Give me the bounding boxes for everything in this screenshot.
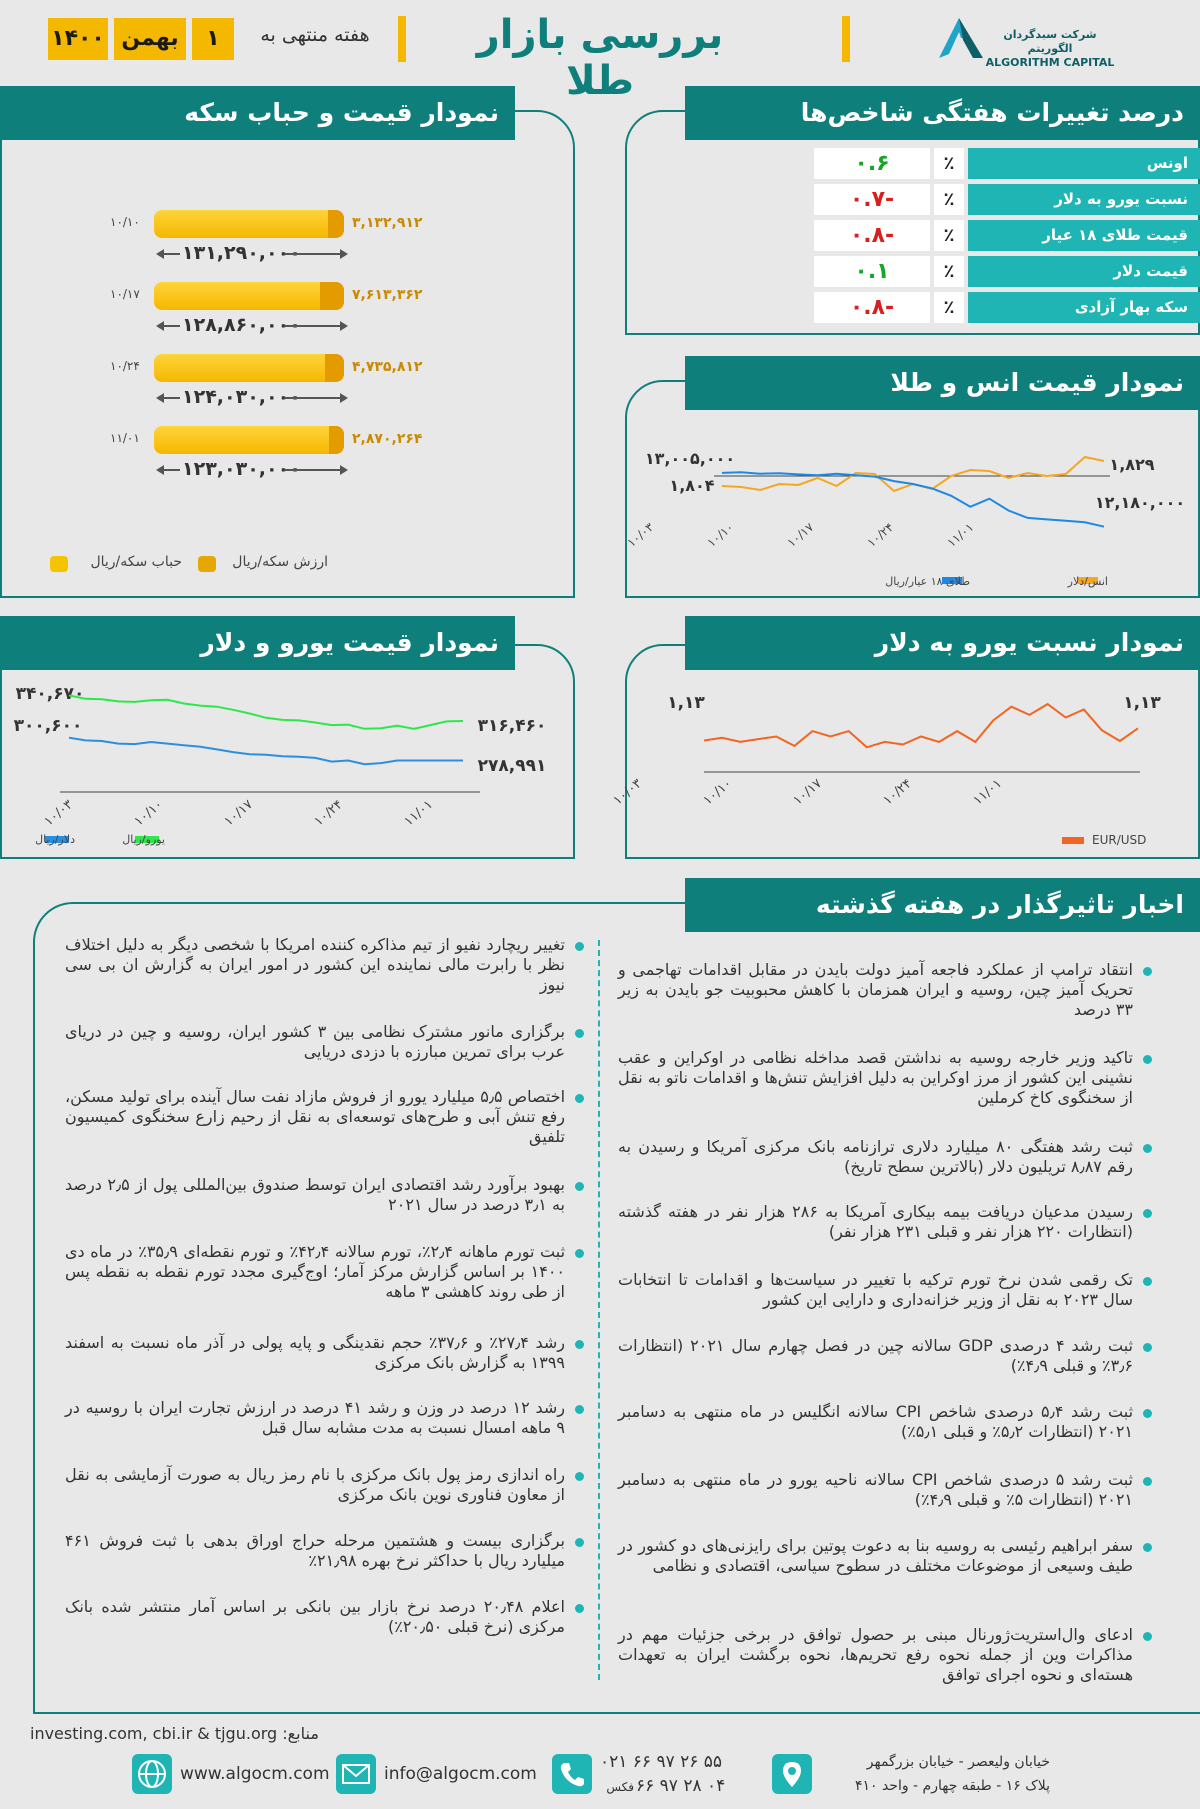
bullet-icon xyxy=(575,1472,584,1481)
x-tick-label: ۱۰/۲۴ xyxy=(864,519,897,550)
eurusd-title: نمودار نسبت یورو به دلار xyxy=(685,616,1200,670)
index-row xyxy=(800,220,1200,251)
website-icon xyxy=(132,1754,172,1794)
index-name: اونس xyxy=(968,148,1200,179)
email-icon xyxy=(336,1754,376,1794)
phone-number: ۰۲۱ ۶۶ ۹۷ ۲۶ ۵۵ xyxy=(600,1752,723,1772)
label-ounce-start: ۱,۸۰۴ xyxy=(669,476,715,495)
coin-bubble-value: ۲,۸۷۰,۲۶۴ xyxy=(352,431,423,447)
arrow-right-icon xyxy=(284,318,348,332)
date-month: بهمن xyxy=(114,18,186,60)
arrow-left-icon xyxy=(156,246,180,260)
x-tick-label: ۱۰/۰۳ xyxy=(624,519,657,550)
news-item: تک رقمی شدن نرخ تورم ترکیه با تغییر در سیاست‌ها و اقدامات تا انتخابات سال ۲۰۲۳ به نقل از وزیر خزانه‌داری و دارایی این کشور xyxy=(618,1270,1133,1309)
percent-sign: ٪ xyxy=(934,148,964,179)
coin-price: ۱۳۱,۲۹۰,۰۰۰ xyxy=(182,242,301,264)
coin-bubble-value: ۷,۶۱۳,۳۶۲ xyxy=(352,287,423,303)
percent-sign: ٪ xyxy=(934,256,964,287)
label-dollar-start: ۳۰۰,۶۰۰ xyxy=(13,716,83,736)
legend-bubble-label: حباب سکه/ریال xyxy=(90,554,182,570)
eurusd-chart xyxy=(610,680,1190,855)
index-value: -۰.۷ xyxy=(814,184,930,215)
euro-line xyxy=(69,695,463,728)
coin-date: ۱۰/۲۴ xyxy=(110,359,140,373)
fax-label: فکس xyxy=(606,1780,634,1794)
percent-sign: ٪ xyxy=(934,184,964,215)
index-name: قیمت دلار xyxy=(968,256,1200,287)
index-value: -۰.۸ xyxy=(814,220,930,251)
arrow-right-icon xyxy=(284,462,348,476)
news-title: اخبار تاثیرگذار در هفته گذشته xyxy=(685,878,1200,932)
label-euro-end: ۳۱۶,۴۶۰ xyxy=(477,716,547,736)
percent-sign: ٪ xyxy=(934,220,964,251)
coin-bubble-bar xyxy=(328,210,344,238)
bullet-icon xyxy=(1143,1343,1152,1352)
x-tick-label: ۱۰/۱۷ xyxy=(790,776,825,809)
bullet-icon xyxy=(575,1249,584,1258)
phone-icon xyxy=(552,1754,592,1794)
company-logo-icon xyxy=(935,14,987,60)
news-item: بهبود برآورد رشد اقتصادی ایران توسط صندوق بین‌المللی پول از ۲٫۵ درصد به ۳٫۱ درصد در سال ۲۰۲۱ xyxy=(65,1175,565,1214)
index-name: نسبت یورو به دلار xyxy=(968,184,1200,215)
x-tick-label: ۱۰/۱۰ xyxy=(131,797,166,830)
page-title: بررسی بازار طلا xyxy=(476,12,724,104)
eurusd-line xyxy=(704,704,1138,747)
bullet-icon xyxy=(575,1182,584,1191)
coin-bubble-value: ۳,۱۳۲,۹۱۲ xyxy=(352,215,423,231)
title-divider-left xyxy=(398,16,406,62)
location-icon xyxy=(772,1754,812,1794)
bullet-icon xyxy=(575,1340,584,1349)
fax-number: ۶۶ ۹۷ ۲۸ ۰۴ xyxy=(636,1776,726,1796)
week-label: هفته منتهی به xyxy=(260,24,370,46)
bullet-icon xyxy=(575,1604,584,1613)
bullet-icon xyxy=(1143,1144,1152,1153)
ounce-title: نمودار قیمت انس و طلا xyxy=(685,356,1200,410)
legend-value-label: ارزش سکه/ریال xyxy=(232,554,328,570)
coin-bubble-bar xyxy=(329,426,344,454)
x-tick-label: ۱۱/۰۱ xyxy=(970,776,1005,809)
label-ounce-end: ۱,۸۲۹ xyxy=(1109,455,1155,474)
x-tick-label: ۱۰/۲۴ xyxy=(311,797,346,830)
arrow-left-icon xyxy=(156,462,180,476)
news-item: اعلام ۲۰٫۴۸ درصد نرخ بازار بین بانکی بر اساس آمار منتشر شده بانک مرکزی (نرخ قبلی ۲۰٫۵۰٪) xyxy=(65,1597,566,1636)
news-item: ثبت رشد ۵ درصدی شاخص CPI سالانه ناحیه یورو در ماه منتهی به دسامبر ۲۰۲۱ (انتظارات ۵٪ و قبلی ۴٫۹٪) xyxy=(618,1470,1134,1509)
coin-date: ۱۱/۰۱ xyxy=(110,431,140,445)
date-day: ۱ xyxy=(192,18,234,60)
company-name-fa: شرکت سبدگردان الگوریتم xyxy=(1003,28,1097,55)
label-eurusd-end: ۱,۱۳ xyxy=(1123,693,1161,713)
x-tick-label: ۱۰/۱۰ xyxy=(704,519,737,550)
header xyxy=(0,0,1200,104)
label-gold-end: ۱۲,۱۸۰,۰۰۰ xyxy=(1094,493,1186,512)
gold-line xyxy=(722,472,1104,527)
arrow-left-icon xyxy=(156,390,180,404)
news-item: اختصاص ۵٫۵ میلیارد یورو از فروش مازاد نفت سال آینده برای تولید مسکن، رفع تنش آبی و طرح‌های توسعه‌ای به نقل از رحیم زارع سخنگوی کمیسیون تلفیق xyxy=(65,1087,566,1146)
bullet-icon xyxy=(1143,967,1152,976)
news-item: ثبت رشد ۴ درصدی GDP سالانه چین در فصل چهارم سال ۲۰۲۱ (انتظارات ۳٫۶٪ و قبلی ۴٫۹٪) xyxy=(618,1336,1133,1375)
x-tick-label: ۱۱/۰۱ xyxy=(401,797,436,830)
bullet-icon xyxy=(1143,1409,1152,1418)
index-name: سکه بهار آزادی xyxy=(968,292,1200,323)
coin-price: ۱۲۸,۸۶۰,۰۰۰ xyxy=(182,314,301,336)
coin-date: ۱۰/۱۷ xyxy=(110,287,140,301)
bullet-icon xyxy=(575,1029,584,1038)
news-item: ثبت رشد هفتگی ۸۰ میلیارد دلاری ترازنامه بانک مرکزی آمریکا و رسیدن به رقم ۸٫۸۷ تریلیون دلار (بالاترین سطح تاریخ) xyxy=(618,1137,1134,1176)
x-tick-label: ۱۰/۰۳ xyxy=(610,776,645,809)
coin-bubble-value: ۴,۷۳۵,۸۱۲ xyxy=(352,359,423,375)
sources: منابع: investing.com, cbi.ir & tjgu.org xyxy=(30,1724,319,1743)
bullet-icon xyxy=(575,1094,584,1103)
address-line1: خیابان ولیعصر - خیابان بزرگمهر xyxy=(866,1754,1050,1770)
label-gold-start: ۱۳,۰۰۵,۰۰۰ xyxy=(644,449,736,468)
bullet-icon xyxy=(1143,1477,1152,1486)
euro-dollar-chart xyxy=(5,670,570,855)
news-item: تاکید وزیر خارجه روسیه به نداشتن قصد مداخله نظامی در اوکراین و عقب نشینی این کشور از مرز اوکراین به دلیل افزایش تنش‌ها و اقدامات ناتو به نقل از سخنگوی کاخ کرملین xyxy=(618,1048,1133,1107)
legend-swatch-eurusd xyxy=(1062,837,1084,844)
website-link[interactable]: www.algocm.com xyxy=(180,1764,330,1784)
bullet-icon xyxy=(1143,1543,1152,1552)
date-year: ۱۴۰۰ xyxy=(48,18,108,60)
percent-sign: ٪ xyxy=(934,292,964,323)
index-value: ۰.۱ xyxy=(814,256,930,287)
news-item: رشد ۲۷٫۴٪ و ۳۷٫۶٪ حجم نقدینگی و پایه پولی در آذر ماه نسبت به اسفند ۱۳۹۹ به گزارش بانک مرکزی xyxy=(65,1333,565,1372)
index-value: ۰.۶ xyxy=(814,148,930,179)
news-item: برگزاری بیست و هشتمین مرحله حراج اوراق بدهی با ثبت فروش ۴۶۱ میلیارد ریال با حداکثر نرخ بهره ۲۱٫۹۸٪ xyxy=(65,1531,565,1570)
bullet-icon xyxy=(575,1405,584,1414)
bullet-icon xyxy=(1143,1209,1152,1218)
arrow-right-icon xyxy=(284,390,348,404)
coin-legend xyxy=(50,554,350,574)
coin-value-bar xyxy=(154,210,328,238)
coin-price: ۱۲۳,۰۳۰,۰۰۰ xyxy=(182,458,301,480)
index-name: قیمت طلای ۱۸ عیار xyxy=(968,220,1200,251)
label-dollar-end: ۲۷۸,۹۹۱ xyxy=(477,756,547,776)
ounce-gold-chart xyxy=(624,430,1190,595)
x-tick-label: ۱۰/۲۴ xyxy=(880,776,915,809)
news-item: انتقاد ترامپ از عملکرد فاجعه آمیز دولت بایدن در مقابل اقدامات تهاجمی و تحریک آمیز چین، روسیه و ایران همزمان با کاهش محبوبیت جو بایدن به زیر ۳۳ درصد xyxy=(618,960,1133,1019)
news-item: راه اندازی رمز پول بانک مرکزی با نام رمز ریال به صورت آزمایشی به نقل از معاون فناوری نوین بانک مرکزی xyxy=(65,1465,565,1504)
coin-bubble-bar xyxy=(320,282,344,310)
legend-swatch-value xyxy=(198,556,216,572)
news-item: برگزاری مانور مشترک نظامی بین ۳ کشور ایران، روسیه و چین در دریای عرب برای تمرین مبارزه با دزدی دریایی xyxy=(65,1022,565,1061)
eurodollar-title: نمودار قیمت یورو و دلار xyxy=(0,616,515,670)
news-item: ادعای وال‌استریت‌ژورنال مبنی بر حصول توافق در برخی جزئیات مهم در مذاکرات وین از جمله نحوه رفع تحریم‌ها، نحوه برگشت ایران به تعهدات هسته‌ای و نحوه اجرای توافق xyxy=(618,1625,1133,1684)
x-tick-label: ۱۰/۱۰ xyxy=(700,776,735,809)
coin-price: ۱۲۴,۰۳۰,۰۰۰ xyxy=(182,386,301,408)
legend-ounce-label: انس/دلار xyxy=(1067,575,1108,588)
legend-euro-label: یورو/ریال xyxy=(122,833,165,846)
address-line2: پلاک ۱۶ - طبقه چهارم - واحد ۴۱۰ xyxy=(854,1778,1050,1794)
company-name-en: ALGORITHM CAPITAL xyxy=(985,56,1115,69)
x-tick-label: ۱۰/۱۷ xyxy=(784,519,817,550)
indices-title: درصد تغییرات هفتگی شاخص‌ها xyxy=(685,86,1200,140)
coin-value-bar xyxy=(154,282,320,310)
index-row xyxy=(800,148,1200,179)
news-item: رسیدن مدعیان دریافت بیمه بیکاری آمریکا به ۲۸۶ هزار نفر در هفته گذشته (انتظارات ۲۲۰ هزار نفر و قبلی ۲۳۱ هزار نفر) xyxy=(618,1202,1133,1241)
x-tick-label: ۱۰/۱۷ xyxy=(221,797,256,830)
news-item: ثبت رشد ۵٫۴ درصدی شاخص CPI سالانه انگلیس در ماه منتهی به دسامبر ۲۰۲۱ (انتظارات ۵٫۲٪ و قبلی ۵٫۱٪) xyxy=(618,1402,1134,1441)
label-euro-start: ۳۴۰,۶۷۰ xyxy=(15,684,85,704)
coin-bubble-bar xyxy=(325,354,344,382)
x-tick-label: ۱۰/۰۳ xyxy=(41,797,76,830)
label-eurusd-start: ۱,۱۳ xyxy=(667,693,705,713)
index-row xyxy=(800,184,1200,215)
bullet-icon xyxy=(575,1538,584,1547)
coin-value-bar xyxy=(154,354,325,382)
legend-eurusd-label: EUR/USD xyxy=(1092,833,1147,847)
arrow-left-icon xyxy=(156,318,180,332)
index-row xyxy=(800,292,1200,323)
coin-date: ۱۰/۱۰ xyxy=(110,215,140,229)
news-item: تغییر ریچارد نفیو از تیم مذاکره کننده امریکا با شخصی دیگر به دلیل اختلاف نظر با رابرت مالی نماینده این کشور در امور ایران به گزارش ان بی سی نیوز xyxy=(65,935,565,994)
dollar-line xyxy=(69,738,463,765)
news-item: ثبت تورم ماهانه ۲٫۴٪، تورم سالانه ۴۲٫۴٪ و تورم نقطه‌ای ۳۵٫۹٪ در ماه دی ۱۴۰۰ بر اساس گزارش مرکز آمار؛ اوج‌گیری مجدد تورم نقطه به نقطه پس از طی روند کاهشی ۳ ماهه xyxy=(65,1242,566,1301)
arrow-right-icon xyxy=(284,246,348,260)
index-row xyxy=(800,256,1200,287)
bullet-icon xyxy=(1143,1277,1152,1286)
email-link[interactable]: info@algocm.com xyxy=(384,1764,537,1784)
news-item: رشد ۱۲ درصد در وزن و رشد ۴۱ درصد در ارزش تجارت ایران با روسیه در ۹ ماهه امسال نسبت به مدت مشابه سال قبل xyxy=(65,1398,565,1437)
coin-value-bar xyxy=(154,426,329,454)
news-item: سفر ابراهیم رئیسی به روسیه بنا به دعوت پوتین برای رایزنی‌های دو کشور در طیف وسیعی از موضوعات مختلف در سطوح سیاسی، اقتصادی و نظامی xyxy=(618,1536,1133,1575)
bullet-icon xyxy=(1143,1055,1152,1064)
bullet-icon xyxy=(1143,1632,1152,1641)
legend-dollar-label: دلار/ریال xyxy=(35,833,75,846)
coin-title: نمودار قیمت و حباب سکه xyxy=(0,86,515,140)
title-divider-right xyxy=(842,16,850,62)
x-tick-label: ۱۱/۰۱ xyxy=(944,519,977,550)
legend-gold-label: طلای ۱۸ عیار/ریال xyxy=(885,575,970,588)
index-value: -۰.۸ xyxy=(814,292,930,323)
news-divider xyxy=(598,940,600,1680)
legend-swatch-bubble xyxy=(50,556,68,572)
bullet-icon xyxy=(575,942,584,951)
company-name xyxy=(985,28,1115,70)
